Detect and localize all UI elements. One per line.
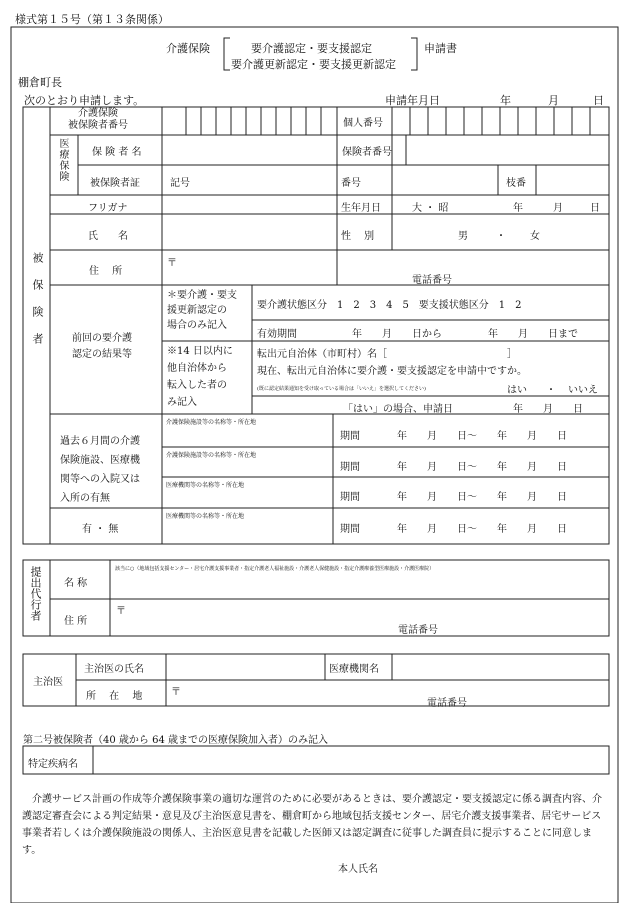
title-line2: 要介護更新認定・要支援更新認定 bbox=[231, 58, 396, 71]
admission-row-4-name: 医療機関等の名称等・所在地 bbox=[166, 513, 245, 520]
yes-date: 年 月 日 bbox=[513, 404, 583, 415]
address-label: 住 所 bbox=[89, 266, 123, 277]
admission-row-2-period: 期間 bbox=[340, 462, 360, 473]
prev-note1: ＊要介護・要支 援更新認定の 場合のみ記入 bbox=[167, 290, 237, 331]
admission-row-3-name: 医療機関等の名称等・所在地 bbox=[166, 482, 245, 489]
birth-label: 生年月日 bbox=[341, 203, 381, 214]
transfer-note: (既に認定結果通知を受け取っている場合は「いいえ」を選択してください) bbox=[257, 386, 426, 392]
doctor-name-label: 主治医の氏名 bbox=[84, 664, 144, 675]
date-month: 月 bbox=[548, 94, 559, 107]
admission-row-2-name: 介護保険施設等の名称等・所在地 bbox=[166, 452, 257, 459]
yes-date-label: 「はい」の場合、申請日 bbox=[343, 404, 453, 415]
address-phone: 電話番号 bbox=[412, 275, 452, 286]
admission-has[interactable]: 有 ・ 無 bbox=[82, 524, 119, 535]
answer-yes[interactable]: はい bbox=[507, 385, 527, 396]
title-prefix: 介護保険 bbox=[166, 42, 210, 55]
agent-name-label: 名 称 bbox=[64, 578, 88, 589]
admission-row-1-span: 年 月 日〜 年 月 日 bbox=[397, 431, 567, 442]
admission-row-2-span: 年 月 日〜 年 月 日 bbox=[397, 462, 567, 473]
transfer-question: 現在、転出元自治体に要介護・要支援認定を申請中ですか。 bbox=[257, 366, 527, 377]
doctor-phone: 電話番号 bbox=[427, 698, 467, 709]
number-label: 番号 bbox=[341, 178, 361, 189]
title-suffix: 申請書 bbox=[424, 42, 457, 55]
card-label: 被保険者証 bbox=[90, 178, 140, 189]
valid-from: 年 月 日から bbox=[352, 329, 442, 340]
answer-no[interactable]: いいえ bbox=[568, 385, 598, 396]
furigana-label: フリガナ bbox=[88, 203, 128, 214]
birth-era: 大 ・ 昭 bbox=[412, 203, 449, 214]
insured-side-label: 被保険者 bbox=[31, 252, 44, 360]
admission-label: 過去６月間の介護 保険施設、医療機 関等への入院又は 入所の有無 bbox=[60, 436, 140, 504]
consent-text: 介護サービス計画の作成等介護保険事業の適切な運営のために必要があるときは、要介護認定・要支援認定に係る調査内容、介護認定審査会による判定結果・意見及び主治医意見書を、棚倉町から地域包括支援センター、居宅介護支援事業者、居宅サービス事業者若しくは介護保険施設の関係人、主治医意見書を記載した医師又は認定調査に従事した調査員に提示することに同意します。 bbox=[22, 794, 602, 856]
doctor-side-label: 主治医 bbox=[33, 677, 63, 688]
birth-year: 年 bbox=[513, 203, 523, 214]
care-level[interactable]: 要介護状態区分 1 2 3 4 5 要支援状態区分 1 2 bbox=[257, 300, 522, 311]
disease-label: 特定疾病名 bbox=[28, 759, 78, 770]
date-label: 申請年月日 bbox=[385, 94, 440, 107]
prev-note2: ※14 日以内に 他自治体から 転入した者の み記入 bbox=[167, 346, 233, 408]
admission-row-4-period: 期間 bbox=[340, 524, 360, 535]
address-postal: 〒 bbox=[167, 258, 177, 269]
valid-period-label: 有効期間 bbox=[257, 329, 297, 340]
doctor-institution-label: 医療機関名 bbox=[329, 664, 379, 675]
individual-number-label: 個人番号 bbox=[343, 118, 383, 129]
title-line1: 要介護認定・要支援認定 bbox=[251, 42, 372, 55]
signature-label: 本人氏名 bbox=[338, 864, 378, 875]
form-number: 様式第１５号（第１３条関係） bbox=[15, 13, 169, 26]
agent-address-label: 住 所 bbox=[64, 616, 88, 627]
insurer-number-label: 保険者番号 bbox=[342, 147, 392, 158]
date-year: 年 bbox=[500, 94, 511, 107]
branch-label: 枝番 bbox=[506, 178, 526, 189]
gender-dot: ・ bbox=[496, 231, 506, 242]
agent-name-note: 該当に○（地域包括支援センター・居宅介護支援事業者・指定介護老人福祉施設・介護老人保健施設・指定介護療養型医療施設・介護医療院） bbox=[115, 566, 435, 572]
gender-male[interactable]: 男 bbox=[458, 231, 468, 242]
agent-side-label: 提出代行者 bbox=[29, 566, 42, 621]
agent-phone: 電話番号 bbox=[398, 625, 438, 636]
valid-to: 年 月 日まで bbox=[488, 329, 578, 340]
admission-row-3-period: 期間 bbox=[340, 492, 360, 503]
admission-row-3-span: 年 月 日〜 年 月 日 bbox=[397, 492, 567, 503]
insurer-name-label: 保 険 者 名 bbox=[92, 147, 142, 158]
doctor-location-label: 所 在 地 bbox=[86, 691, 143, 702]
doctor-postal: 〒 bbox=[171, 687, 181, 698]
insured-number-label: 介護保険 被保険者番号 bbox=[68, 108, 128, 131]
prev-label: 前回の要介護 認定の結果等 bbox=[72, 333, 132, 360]
symbol-label: 記号 bbox=[170, 178, 190, 189]
admission-row-1-name: 介護保険施設等の名称等・所在地 bbox=[166, 419, 257, 426]
date-day: 日 bbox=[593, 94, 604, 107]
birth-month: 月 bbox=[553, 203, 563, 214]
second-heading: 第二号被保険者（40 歳から 64 歳までの医療保険加入者）のみ記入 bbox=[23, 735, 328, 746]
admission-row-1-period: 期間 bbox=[340, 431, 360, 442]
admission-row-4-span: 年 月 日〜 年 月 日 bbox=[397, 524, 567, 535]
agent-postal: 〒 bbox=[116, 606, 126, 617]
birth-day: 日 bbox=[590, 203, 600, 214]
addressee: 棚倉町長 bbox=[18, 76, 62, 89]
answer-dot: ・ bbox=[546, 385, 556, 396]
gender-label: 性 別 bbox=[341, 231, 375, 242]
name-label: 氏 名 bbox=[88, 231, 128, 242]
request-text: 次のとおり申請します。 bbox=[24, 94, 145, 107]
transfer-from: 転出元自治体（市町村）名［ ］ bbox=[257, 349, 517, 360]
medical-insurance-label: 医療保険 bbox=[57, 138, 68, 182]
gender-female[interactable]: 女 bbox=[530, 231, 540, 242]
